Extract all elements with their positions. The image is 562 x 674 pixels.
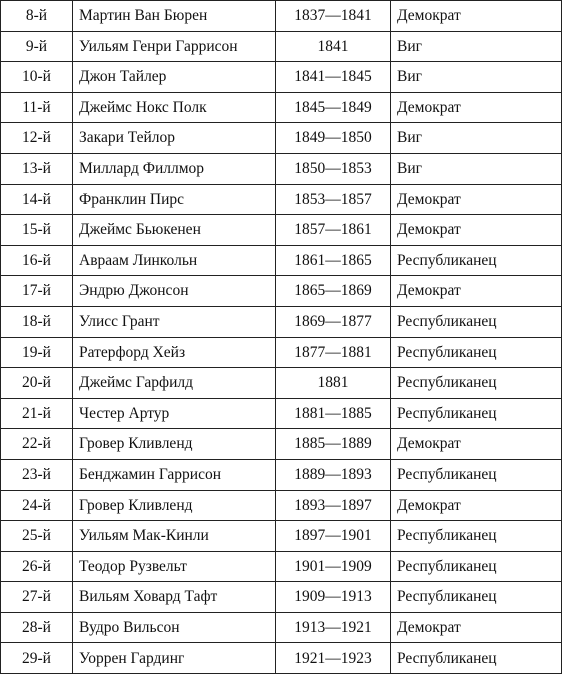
term-years-cell: 1877—1881 bbox=[276, 337, 391, 368]
party-cell: Республиканец bbox=[391, 582, 562, 613]
term-years-cell: 1893—1897 bbox=[276, 490, 391, 521]
row-number-cell: 14-й bbox=[1, 184, 73, 215]
president-name-cell: Честер Артур bbox=[73, 398, 276, 429]
party-cell: Республиканец bbox=[391, 337, 562, 368]
table-row bbox=[1, 368, 562, 399]
party-cell: Демократ bbox=[391, 612, 562, 643]
president-name-cell: Уильям Мак-Кинли bbox=[73, 521, 276, 552]
president-name-cell: Эндрю Джонсон bbox=[73, 276, 276, 307]
party-cell: Республиканец bbox=[391, 459, 562, 490]
term-years-cell: 1841 bbox=[276, 31, 391, 62]
party-cell: Республиканец bbox=[391, 521, 562, 552]
term-years-cell: 1897—1901 bbox=[276, 521, 391, 552]
term-years-cell: 1841—1845 bbox=[276, 62, 391, 93]
party-cell: Республиканец bbox=[391, 306, 562, 337]
president-name-cell: Гровер Кливленд bbox=[73, 429, 276, 460]
term-years-cell: 1853—1857 bbox=[276, 184, 391, 215]
term-years-cell: 1921—1923 bbox=[276, 643, 391, 674]
party-cell: Республиканец bbox=[391, 368, 562, 399]
row-number-cell: 28-й bbox=[1, 612, 73, 643]
president-name-cell: Джеймс Бьюкенен bbox=[73, 215, 276, 246]
president-name-cell: Бенджамин Гаррисон bbox=[73, 459, 276, 490]
party-cell: Демократ bbox=[391, 215, 562, 246]
term-years-cell: 1861—1865 bbox=[276, 245, 391, 276]
table-row bbox=[1, 184, 562, 215]
table-row bbox=[1, 245, 562, 276]
party-cell: Демократ bbox=[391, 184, 562, 215]
president-name-cell: Улисс Грант bbox=[73, 306, 276, 337]
president-name-cell: Гровер Кливленд bbox=[73, 490, 276, 521]
party-cell: Демократ bbox=[391, 429, 562, 460]
party-cell: Демократ bbox=[391, 92, 562, 123]
party-cell: Демократ bbox=[391, 490, 562, 521]
president-name-cell: Вильям Ховард Тафт bbox=[73, 582, 276, 613]
president-name-cell: Закари Тейлор bbox=[73, 123, 276, 154]
table-row bbox=[1, 551, 562, 582]
president-name-cell: Теодор Рузвельт bbox=[73, 551, 276, 582]
term-years-cell: 1865—1869 bbox=[276, 276, 391, 307]
table-row bbox=[1, 490, 562, 521]
row-number-cell: 25-й bbox=[1, 521, 73, 552]
table-row bbox=[1, 62, 562, 93]
table-row bbox=[1, 123, 562, 154]
term-years-cell: 1869—1877 bbox=[276, 306, 391, 337]
table-row bbox=[1, 582, 562, 613]
term-years-cell: 1857—1861 bbox=[276, 215, 391, 246]
table-row bbox=[1, 612, 562, 643]
table-row bbox=[1, 31, 562, 62]
president-name-cell: Мартин Ван Бюрен bbox=[73, 1, 276, 32]
row-number-cell: 10-й bbox=[1, 62, 73, 93]
president-name-cell: Ратерфорд Хейз bbox=[73, 337, 276, 368]
party-cell: Виг bbox=[391, 153, 562, 184]
table-row bbox=[1, 521, 562, 552]
table-row bbox=[1, 1, 562, 32]
presidents-table-body bbox=[1, 1, 562, 674]
table-row bbox=[1, 459, 562, 490]
row-number-cell: 20-й bbox=[1, 368, 73, 399]
row-number-cell: 11-й bbox=[1, 92, 73, 123]
party-cell: Демократ bbox=[391, 1, 562, 32]
president-name-cell: Джеймс Гарфилд bbox=[73, 368, 276, 399]
row-number-cell: 27-й bbox=[1, 582, 73, 613]
table-row bbox=[1, 643, 562, 674]
president-name-cell: Франклин Пирс bbox=[73, 184, 276, 215]
term-years-cell: 1881 bbox=[276, 368, 391, 399]
party-cell: Виг bbox=[391, 123, 562, 154]
row-number-cell: 8-й bbox=[1, 1, 73, 32]
president-name-cell: Вудро Вильсон bbox=[73, 612, 276, 643]
row-number-cell: 16-й bbox=[1, 245, 73, 276]
table-row bbox=[1, 337, 562, 368]
row-number-cell: 23-й bbox=[1, 459, 73, 490]
row-number-cell: 18-й bbox=[1, 306, 73, 337]
row-number-cell: 17-й bbox=[1, 276, 73, 307]
table-row bbox=[1, 92, 562, 123]
party-cell: Демократ bbox=[391, 276, 562, 307]
row-number-cell: 15-й bbox=[1, 215, 73, 246]
row-number-cell: 24-й bbox=[1, 490, 73, 521]
party-cell: Республиканец bbox=[391, 245, 562, 276]
row-number-cell: 9-й bbox=[1, 31, 73, 62]
table-row bbox=[1, 398, 562, 429]
president-name-cell: Джеймс Нокс Полк bbox=[73, 92, 276, 123]
term-years-cell: 1913—1921 bbox=[276, 612, 391, 643]
table-row bbox=[1, 306, 562, 337]
term-years-cell: 1881—1885 bbox=[276, 398, 391, 429]
table-row bbox=[1, 429, 562, 460]
row-number-cell: 21-й bbox=[1, 398, 73, 429]
table-row bbox=[1, 153, 562, 184]
row-number-cell: 12-й bbox=[1, 123, 73, 154]
party-cell: Виг bbox=[391, 31, 562, 62]
term-years-cell: 1909—1913 bbox=[276, 582, 391, 613]
party-cell: Виг bbox=[391, 62, 562, 93]
president-name-cell: Уильям Генри Гаррисон bbox=[73, 31, 276, 62]
term-years-cell: 1845—1849 bbox=[276, 92, 391, 123]
president-name-cell: Джон Тайлер bbox=[73, 62, 276, 93]
party-cell: Республиканец bbox=[391, 551, 562, 582]
term-years-cell: 1889—1893 bbox=[276, 459, 391, 490]
term-years-cell: 1885—1889 bbox=[276, 429, 391, 460]
row-number-cell: 13-й bbox=[1, 153, 73, 184]
president-name-cell: Авраам Линкольн bbox=[73, 245, 276, 276]
row-number-cell: 19-й bbox=[1, 337, 73, 368]
term-years-cell: 1850—1853 bbox=[276, 153, 391, 184]
term-years-cell: 1849—1850 bbox=[276, 123, 391, 154]
president-name-cell: Уоррен Гардинг bbox=[73, 643, 276, 674]
table-row bbox=[1, 276, 562, 307]
term-years-cell: 1901—1909 bbox=[276, 551, 391, 582]
term-years-cell: 1837—1841 bbox=[276, 1, 391, 32]
party-cell: Республиканец bbox=[391, 643, 562, 674]
party-cell: Республиканец bbox=[391, 398, 562, 429]
row-number-cell: 29-й bbox=[1, 643, 73, 674]
president-name-cell: Миллард Филлмор bbox=[73, 153, 276, 184]
table-row bbox=[1, 215, 562, 246]
row-number-cell: 22-й bbox=[1, 429, 73, 460]
row-number-cell: 26-й bbox=[1, 551, 73, 582]
